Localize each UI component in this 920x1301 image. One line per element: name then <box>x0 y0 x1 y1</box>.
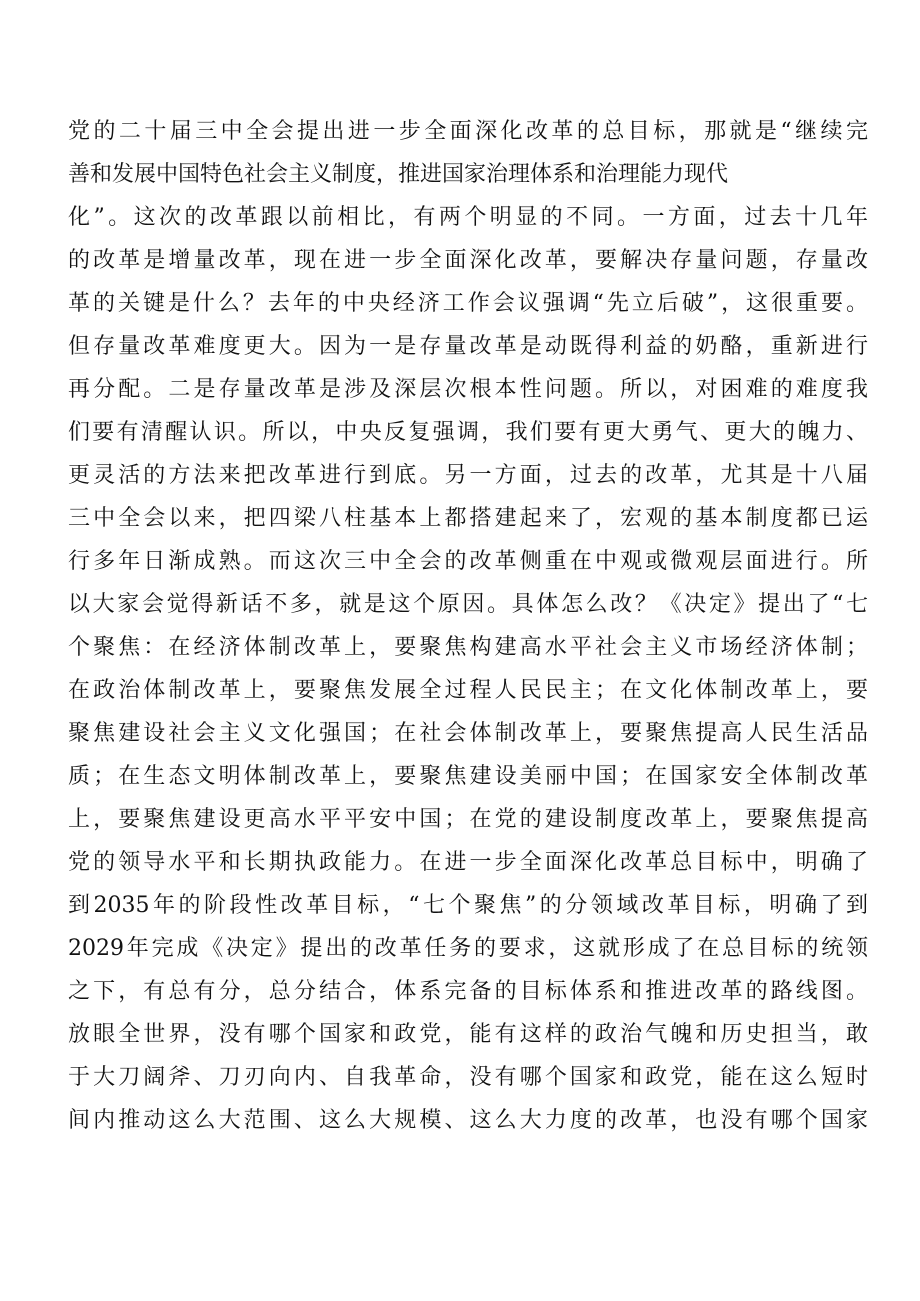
text-line: 三中全会以来，把四梁八柱基本上都搭建起来了，宏观的基本制度都已运 <box>68 506 868 531</box>
text-line: 上，要聚焦建设更高水平平安中国；在党的建设制度改革上，要聚焦提高 <box>68 807 868 832</box>
text-line: 放眼全世界，没有哪个国家和政党，能有这样的政治气魄和历史担当，敢 <box>68 1022 868 1047</box>
text-line: 间内推动这么大范围、这么大规模、这么大力度的改革，也没有哪个国家 <box>68 1108 868 1133</box>
text-line: 更灵活的方法来把改革进行到底。另一方面，过去的改革，尤其是十八届 <box>68 463 868 488</box>
text-line: 善和发展中国特色社会主义制度，推进国家治理体系和治理能力现代 <box>68 162 729 187</box>
text-line: 但存量改革难度更大。因为一是存量改革是动既得利益的奶酪，重新进行 <box>68 334 868 359</box>
text-line: 到2035年的阶段性改革目标，“七个聚焦”的分领域改革目标，明确了到 <box>68 893 868 918</box>
text-line: 在政治体制改革上，要聚焦发展全过程人民民主；在文化体制改革上，要 <box>68 678 868 703</box>
text-line: 党的领导水平和长期执政能力。在进一步全面深化改革总目标中，明确了 <box>68 850 868 875</box>
text-line: 行多年日渐成熟。而这次三中全会的改革侧重在中观或微观层面进行。所 <box>68 549 868 574</box>
text-line: 们要有清醒认识。所以，中央反复强调，我们要有更大勇气、更大的魄力、 <box>68 420 868 445</box>
text-line: 革的关键是什么？去年的中央经济工作会议强调“先立后破”，这很重要。 <box>68 291 868 316</box>
text-line: 聚焦建设社会主义文化强国；在社会体制改革上，要聚焦提高人民生活品 <box>68 721 868 746</box>
text-line: 于大刀阔斧、刀刃向内、自我革命，没有哪个国家和政党，能在这么短时 <box>68 1065 868 1090</box>
text-line: 2029年完成《决定》提出的改革任务的要求，这就形成了在总目标的统领 <box>68 936 868 961</box>
text-line: 的改革是增量改革，现在进一步全面深化改革，要解决存量问题，存量改 <box>68 248 868 273</box>
body-paragraph <box>68 110 868 1142</box>
text-line: 之下，有总有分，总分结合，体系完备的目标体系和推进改革的路线图。 <box>68 979 868 1004</box>
text-line: 质；在生态文明体制改革上，要聚焦建设美丽中国；在国家安全体制改革 <box>68 764 868 789</box>
text-line: 再分配。二是存量改革是涉及深层次根本性问题。所以，对困难的难度我 <box>68 377 868 402</box>
text-line: 个聚焦：在经济体制改革上，要聚焦构建高水平社会主义市场经济体制； <box>68 635 868 660</box>
text-line: 以大家会觉得新话不多，就是这个原因。具体怎么改？《决定》提出了“七 <box>68 592 868 617</box>
text-line: 党的二十届三中全会提出进一步全面深化改革的总目标，那就是“继续完 <box>68 119 868 144</box>
text-line: 化”。这次的改革跟以前相比，有两个明显的不同。一方面，过去十几年 <box>68 205 868 230</box>
